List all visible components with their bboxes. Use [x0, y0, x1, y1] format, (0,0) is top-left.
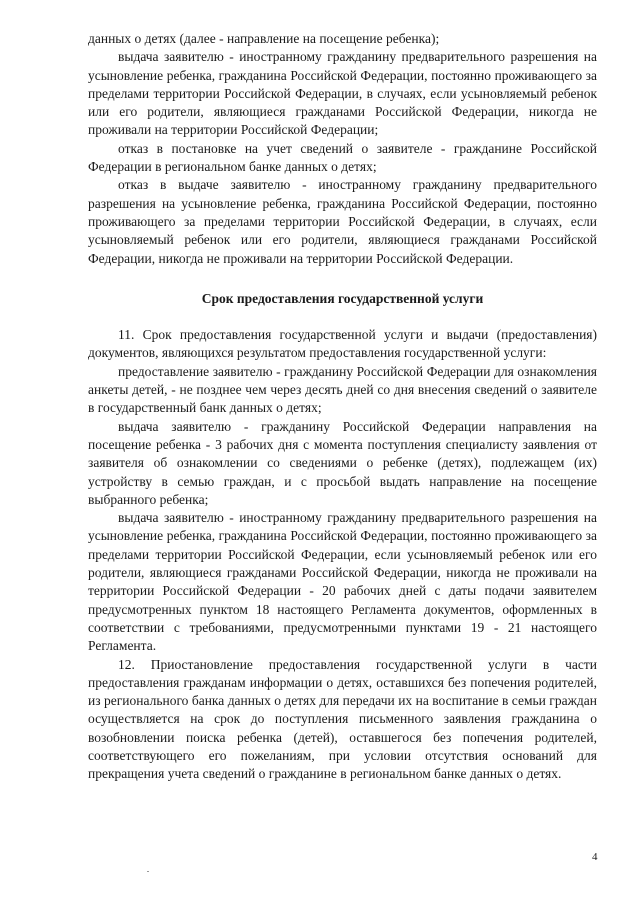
paragraph-continuation: данных о детях (далее - направление на посещение ребенка); — [88, 31, 440, 46]
page-number: 4 — [592, 851, 598, 863]
paragraph-questionnaire: предоставление заявителю - гражданину Российской Федерации для ознакомления анкеты детей, - не позднее чем через десять дней со дня внесения сведений о заявителе в государственный банк данных о детях; — [88, 363, 597, 416]
paragraph-permit-refusal: отказ в выдаче заявителю - иностранному гражданину предварительного разрешения на усыновление ребенка, гражданина Российской Федерации, постоянно проживающего за пределами территории Российской Федерации, в случаях, если усыновляемый ребенок или его родители, являющиеся гражданами Российской Федерации, никогда не проживали на территории Российской Федерации. — [88, 177, 597, 266]
paragraph-foreign-citizen-permit: выдача заявителю - иностранному гражданину предварительного разрешения на усыновление ребенка, гражданина Российской Федерации, постоянно проживающего за пределами территории Российской Федерации, в случаях, если усыновляемый ребенок или его родители, являющиеся гражданами Российской Федерации, никогда не проживали на территории Российской Федерации; — [88, 49, 597, 138]
clause-11: 11. Срок предоставления государственной услуги и выдачи (предоставления) документов, являющихся результатом предоставления государственной услуги: — [88, 327, 597, 361]
section-heading: Срок предоставления государственной услуги — [201, 290, 484, 306]
page-body — [88, 30, 597, 784]
clause-12: 12. Приостановление предоставления государственной услуги в части предоставления гражданам информации о детях, оставшихся без попечения родителей, из регионального банка данных о детях для передачи их на воспитание в семьи граждан осуществляется на срок до поступления письменного заявления гражданина о возобновлении поиска ребенка (детей), оставшегося без попечения родителей, соответствующего его пожеланиям, при условии отсутствия оснований для прекращения учета сведений о гражданине в региональном банке данных о детях. — [88, 656, 597, 782]
paragraph-visit-referral: выдача заявителю - гражданину Российской Федерации направления на посещение ребенка - 3 рабочих дня с момента поступления специалисту заявления от заявителя об ознакомлении со сведениями о ребенке (детях), подлежащем (их) устройству в семью граждан, и с просьбой выдать направление на посещение выбранного ребенка; — [88, 418, 597, 507]
paragraph-registration-refusal: отказ в постановке на учет сведений о заявителе - гражданине Российской Федерации в региональном банке данных о детях; — [88, 140, 597, 175]
paragraph-foreign-permit-term: выдача заявителю - иностранному гражданину предварительного разрешения на усыновление ребенка, гражданина Российской Федерации, постоянно проживающего за пределами территории Российской Федерации, если усыновляемый ребенок или его родители, являющиеся гражданами Российской Федерации, никогда не проживали на территории Российской Федерации - 20 рабочих дней с даты подачи заявителем предусмотренных пунктом 18 настоящего Регламента документов, оформленных в соответствии с требованиями, предусмотренными пунктами 19 - 21 настоящего Регламента. — [88, 510, 597, 654]
scan-speck — [147, 871, 149, 872]
